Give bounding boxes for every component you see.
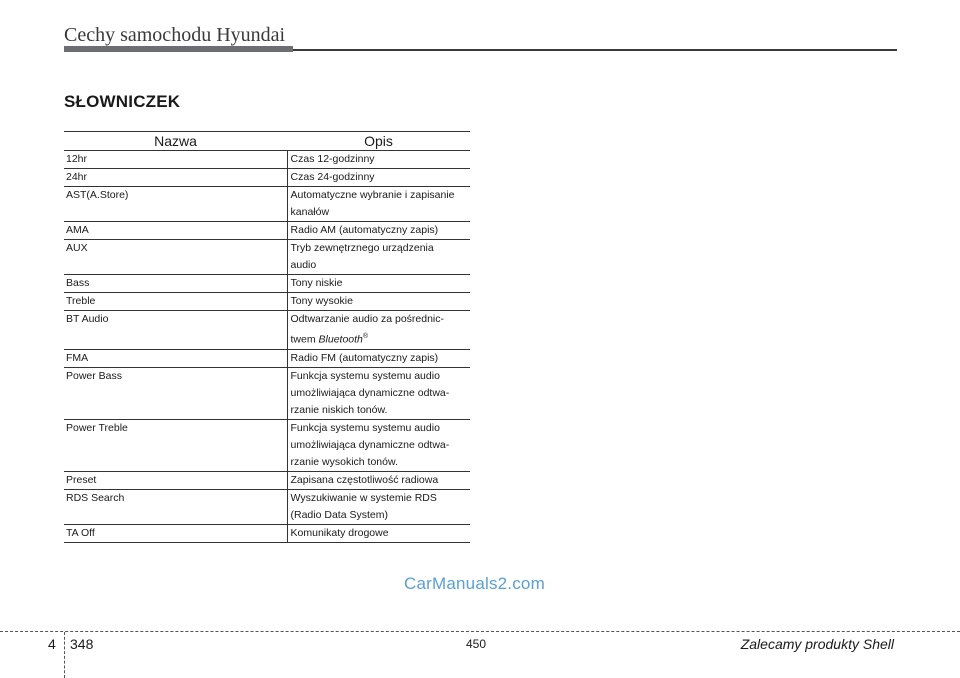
term-description bbox=[287, 187, 470, 222]
term-description bbox=[287, 471, 470, 489]
description-line: kanałów bbox=[290, 206, 330, 218]
term-description bbox=[287, 524, 470, 542]
glossary-table bbox=[64, 131, 470, 543]
registered-mark: ® bbox=[362, 333, 369, 340]
term-description bbox=[287, 275, 470, 293]
header-description: Opis bbox=[287, 132, 470, 151]
description-line: Czas 24-godzinny bbox=[290, 171, 375, 183]
footer-vertical-divider bbox=[64, 632, 65, 678]
description-line: audio bbox=[290, 259, 317, 271]
term-spacer-cell bbox=[162, 240, 287, 275]
description-line: Automatyczne wybranie i zapisanie bbox=[290, 189, 455, 201]
term-description bbox=[287, 367, 470, 419]
header-name: Nazwa bbox=[64, 132, 287, 151]
term-description bbox=[287, 311, 470, 350]
description-line: Komunikaty drogowe bbox=[290, 526, 389, 539]
term-spacer-cell bbox=[162, 367, 287, 419]
term-description bbox=[287, 169, 470, 187]
description-line: rzanie wysokich tonów. bbox=[290, 455, 398, 468]
term-description bbox=[287, 419, 470, 471]
footer-center-number: 450 bbox=[466, 637, 487, 651]
term-spacer-cell bbox=[162, 311, 287, 350]
description-line: Tryb zewnętrznego urządzenia bbox=[290, 242, 434, 254]
bluetooth-brand: Bluetooth bbox=[318, 333, 363, 346]
description-line: Funkcja systemu systemu audio bbox=[290, 369, 440, 382]
term-spacer-cell bbox=[162, 222, 287, 240]
table-row bbox=[64, 311, 470, 350]
description-line: Radio FM (automatyczny zapis) bbox=[290, 351, 439, 364]
term-name: Preset bbox=[64, 471, 162, 489]
header-title: Cechy samochodu Hyundai bbox=[64, 24, 286, 46]
glossary-body bbox=[64, 151, 470, 543]
section-title: SŁOWNICZEK bbox=[64, 92, 181, 111]
description-line: Zapisana częstotliwość radiowa bbox=[290, 473, 439, 486]
description-line: Czas 12-godzinny bbox=[290, 153, 375, 165]
term-name: BT Audio bbox=[64, 311, 162, 350]
table-row bbox=[64, 169, 470, 187]
table-row bbox=[64, 151, 470, 169]
term-name: 12hr bbox=[64, 151, 162, 169]
term-name: Power Bass bbox=[64, 367, 162, 419]
description-line: rzanie niskich tonów. bbox=[290, 403, 388, 416]
footer-divider bbox=[0, 631, 960, 632]
table-row bbox=[64, 471, 470, 489]
description-line bbox=[291, 328, 471, 349]
term-spacer-cell bbox=[162, 489, 287, 524]
table-row bbox=[64, 187, 470, 222]
description-line: Wyszukiwanie w systemie RDS bbox=[290, 491, 437, 504]
table-row bbox=[64, 275, 470, 293]
term-description bbox=[287, 489, 470, 524]
table-row bbox=[64, 240, 470, 275]
description-line: (Radio Data System) bbox=[290, 508, 388, 521]
table-row bbox=[64, 222, 470, 240]
footer-slogan: Zalecamy produkty Shell bbox=[740, 636, 894, 652]
term-spacer-cell bbox=[162, 471, 287, 489]
term-spacer-cell bbox=[162, 169, 287, 187]
term-name: Treble bbox=[64, 293, 162, 311]
term-name: FMA bbox=[64, 349, 162, 367]
term-description bbox=[287, 293, 470, 311]
term-spacer-cell bbox=[162, 275, 287, 293]
term-name: Power Treble bbox=[64, 419, 162, 471]
description-line: Tony wysokie bbox=[290, 295, 353, 307]
term-name: AUX bbox=[64, 240, 162, 275]
term-name: RDS Search bbox=[64, 489, 162, 524]
term-name: AMA bbox=[64, 222, 162, 240]
term-spacer-cell bbox=[162, 524, 287, 542]
watermark-text: CarManuals2.com bbox=[404, 574, 545, 593]
term-description bbox=[287, 240, 470, 275]
table-header-row bbox=[64, 132, 470, 151]
table-row bbox=[64, 419, 470, 471]
term-description bbox=[287, 151, 470, 169]
description-prefix: twem bbox=[290, 333, 319, 346]
term-spacer-cell bbox=[162, 349, 287, 367]
table-row bbox=[64, 367, 470, 419]
footer-chapter-number: 4 bbox=[48, 636, 56, 652]
term-name: 24hr bbox=[64, 169, 162, 187]
term-spacer-cell bbox=[162, 151, 287, 169]
description-line: Funkcja systemu systemu audio bbox=[290, 421, 440, 434]
table-row bbox=[64, 524, 470, 542]
term-spacer-cell bbox=[162, 187, 287, 222]
description-line: Radio AM (automatyczny zapis) bbox=[290, 224, 439, 236]
term-name: AST(A.Store) bbox=[64, 187, 162, 222]
description-line: umożliwiająca dynamiczne odtwa- bbox=[290, 438, 450, 451]
term-spacer-cell bbox=[162, 293, 287, 311]
term-spacer-cell bbox=[162, 419, 287, 471]
header-rule-thick bbox=[64, 46, 293, 52]
description-line: Tony niskie bbox=[290, 277, 343, 289]
term-name: Bass bbox=[64, 275, 162, 293]
term-description bbox=[287, 349, 470, 367]
description-line: umożliwiająca dynamiczne odtwa- bbox=[290, 386, 450, 399]
table-row bbox=[64, 293, 470, 311]
footer-page-number: 348 bbox=[70, 636, 94, 652]
table-row bbox=[64, 489, 470, 524]
table-row bbox=[64, 349, 470, 367]
term-name: TA Off bbox=[64, 524, 162, 542]
description-line: Odtwarzanie audio za pośrednic- bbox=[290, 313, 445, 325]
header-rule-thin bbox=[293, 49, 897, 51]
term-description bbox=[287, 222, 470, 240]
